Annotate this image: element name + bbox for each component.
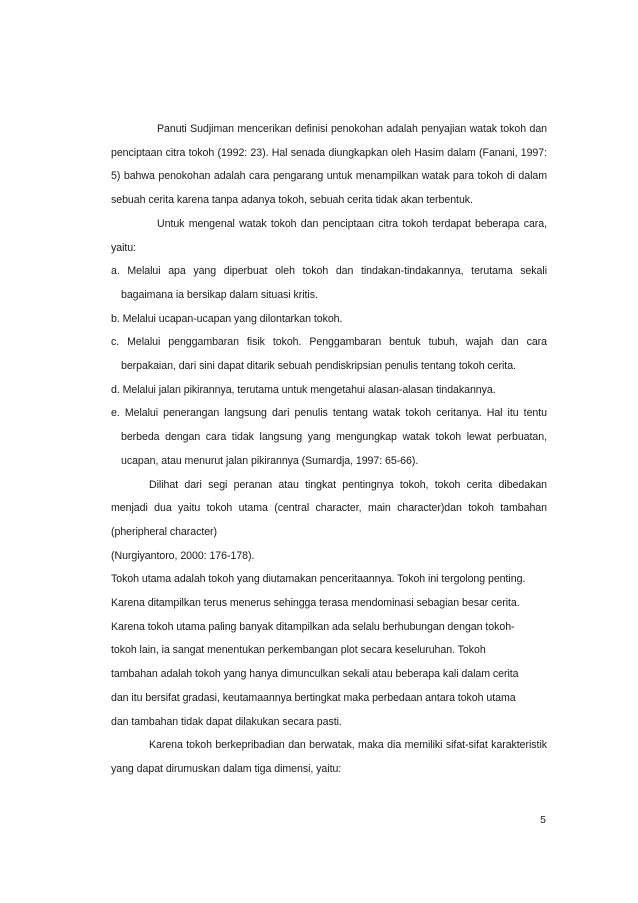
main-line-7: dan tambahan tidak dapat dilakukan secara pasti.	[111, 715, 342, 728]
list-item-c: c. Melalui penggambaran fisik tokoh. Penggambaran bentuk tubuh, wajah dan cara berpakaian, dari sini dapat ditarik sebuah pendiskripsian penulis tentang tokoh cerita.	[111, 336, 547, 373]
main-line-4: tokoh lain, ia sangat menentukan perkembangan plot secara keseluruhan. Tokoh	[111, 644, 486, 657]
main-line-3: Karena tokoh utama paling banyak ditampilkan ada selalu berhubungan dengan tokoh-	[111, 620, 515, 633]
main-line-2: Karena ditampilkan terus menerus sehingga terasa mendominasi sebagian besar cerita.	[111, 597, 520, 610]
list-item-d: d. Melalui jalan pikirannya, terutama untuk mengetahui alasan-alasan tindakannya.	[111, 383, 496, 396]
paragraph-character-roles: Dilihat dari segi peranan atau tingkat pentingnya tokoh, tokoh cerita dibedakan menjadi dua yaitu tokoh utama (central character, main character)dan tokoh tambahan (pheripheral character)	[111, 478, 547, 538]
paragraph-main-character	[111, 568, 547, 734]
main-line-1: Tokoh utama adalah tokoh yang diutamakan penceritaannya. Tokoh ini tergolong penting.	[111, 573, 526, 586]
citation-line: (Nurgiyantoro, 2000: 176-178).	[111, 549, 255, 562]
main-line-6: dan itu bersifat gradasi, keutamaannya bertingkat maka perbedaan antara tokoh utama	[111, 691, 516, 704]
list-item-a: a. Melalui apa yang diperbuat oleh tokoh dan tindakan-tindakannya, terutama sekali bagaimana ia bersikap dalam situasi kritis.	[111, 265, 547, 301]
paragraph-dimensions: Karena tokoh berkepribadian dan berwatak, maka dia memiliki sifat-sifat karakteristik yang dapat dirumuskan dalam tiga dimensi, yaitu:	[111, 739, 547, 775]
body-text	[111, 118, 547, 782]
paragraph-ways-intro: Untuk mengenal watak tokoh dan penciptaan citra tokoh terdapat beberapa cara, yaitu:	[111, 217, 547, 254]
main-line-5: tambahan adalah tokoh yang hanya dimunculkan sekali atau beberapa kali dalam cerita	[111, 668, 519, 681]
paragraph-penokohan-definition: Panuti Sudjiman mencerikan definisi penokohan adalah penyajian watak tokoh dan penciptaan citra tokoh (1992: 23). Hal senada diungkapkan oleh Hasim dalam (Fanani, 1997: 5) bahwa penokohan adalah cara pengarang untuk menampilkan watak para tokoh di dalam sebuah cerita karena tanpa adanya tokoh, sebuah cerita tidak akan terbentuk.	[111, 123, 547, 207]
list-item-e: e. Melalui penerangan langsung dari penulis tentang watak tokoh ceritanya. Hal itu tentu berbeda dengan cara tidak langsung yang mengungkap watak tokoh lewat perbuatan, ucapan, atau menurut jalan pikirannya (Sumardja, 1997: 65-66).	[111, 407, 547, 467]
page-number: 5	[540, 814, 546, 826]
list-item-b: b. Melalui ucapan-ucapan yang dilontarkan tokoh.	[111, 312, 343, 325]
